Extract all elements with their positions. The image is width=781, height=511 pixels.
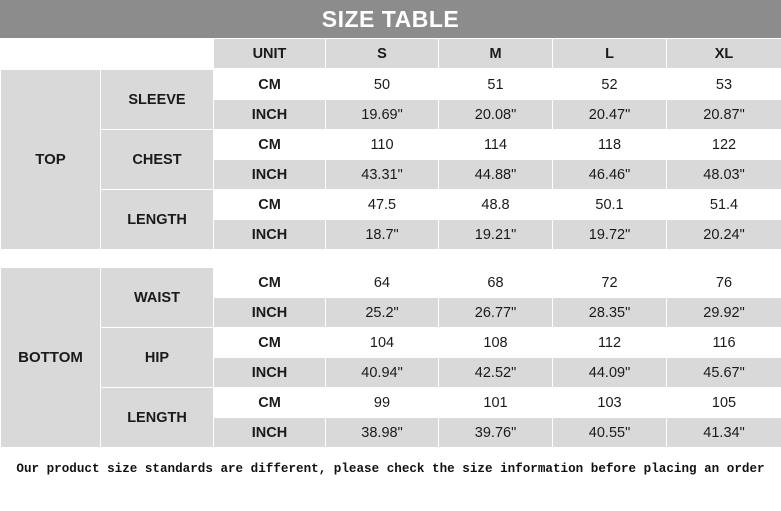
value-cell: 99 xyxy=(326,388,439,418)
value-cell: 20.47" xyxy=(553,100,667,130)
part-label-length: LENGTH xyxy=(101,388,214,448)
size-table-header xyxy=(0,38,781,69)
part-label-length: LENGTH xyxy=(101,190,214,250)
value-cell: 29.92" xyxy=(667,298,781,328)
header-corner-a xyxy=(1,39,101,69)
value-cell: 45.67" xyxy=(667,358,781,388)
header-size-s: S xyxy=(326,39,439,69)
unit-cell: INCH xyxy=(214,100,326,130)
footer-spacer xyxy=(0,489,781,511)
unit-cell: INCH xyxy=(214,418,326,448)
value-cell: 43.31" xyxy=(326,160,439,190)
header-size-l: L xyxy=(553,39,667,69)
part-label-hip: HIP xyxy=(101,328,214,388)
unit-cell: INCH xyxy=(214,220,326,250)
value-cell: 40.55" xyxy=(553,418,667,448)
value-cell: 118 xyxy=(553,130,667,160)
value-cell: 19.21" xyxy=(439,220,553,250)
value-cell: 48.03" xyxy=(667,160,781,190)
value-cell: 122 xyxy=(667,130,781,160)
value-cell: 41.34" xyxy=(667,418,781,448)
unit-cell: INCH xyxy=(214,160,326,190)
table-row xyxy=(1,268,781,298)
value-cell: 108 xyxy=(439,328,553,358)
part-label-sleeve: SLEEVE xyxy=(101,70,214,130)
value-cell: 104 xyxy=(326,328,439,358)
size-note: Our product size standards are different, please check the size information before placing an order xyxy=(0,448,781,489)
value-cell: 44.88" xyxy=(439,160,553,190)
value-cell: 110 xyxy=(326,130,439,160)
value-cell: 25.2" xyxy=(326,298,439,328)
value-cell: 39.76" xyxy=(439,418,553,448)
value-cell: 26.77" xyxy=(439,298,553,328)
value-cell: 18.7" xyxy=(326,220,439,250)
unit-cell: CM xyxy=(214,130,326,160)
value-cell: 47.5 xyxy=(326,190,439,220)
value-cell: 103 xyxy=(553,388,667,418)
value-cell: 114 xyxy=(439,130,553,160)
unit-cell: CM xyxy=(214,70,326,100)
table-row xyxy=(1,388,781,418)
value-cell: 19.69" xyxy=(326,100,439,130)
unit-cell: CM xyxy=(214,328,326,358)
header-corner-b xyxy=(101,39,214,69)
table-row xyxy=(1,130,781,160)
header-size-xl: XL xyxy=(667,39,781,69)
value-cell: 20.24" xyxy=(667,220,781,250)
value-cell: 51 xyxy=(439,70,553,100)
value-cell: 38.98" xyxy=(326,418,439,448)
unit-cell: INCH xyxy=(214,358,326,388)
value-cell: 64 xyxy=(326,268,439,298)
value-cell: 76 xyxy=(667,268,781,298)
value-cell: 53 xyxy=(667,70,781,100)
value-cell: 50 xyxy=(326,70,439,100)
value-cell: 101 xyxy=(439,388,553,418)
value-cell: 40.94" xyxy=(326,358,439,388)
table-header-row xyxy=(1,39,781,69)
value-cell: 42.52" xyxy=(439,358,553,388)
group-label-top: TOP xyxy=(1,70,101,250)
value-cell: 44.09" xyxy=(553,358,667,388)
value-cell: 20.87" xyxy=(667,100,781,130)
unit-cell: INCH xyxy=(214,298,326,328)
table-row xyxy=(1,70,781,100)
value-cell: 19.72" xyxy=(553,220,667,250)
part-label-waist: WAIST xyxy=(101,268,214,328)
unit-cell: CM xyxy=(214,388,326,418)
value-cell: 51.4 xyxy=(667,190,781,220)
value-cell: 52 xyxy=(553,70,667,100)
section-divider xyxy=(0,250,781,267)
size-table-bottom xyxy=(0,267,781,448)
unit-cell: CM xyxy=(214,268,326,298)
value-cell: 20.08" xyxy=(439,100,553,130)
value-cell: 28.35" xyxy=(553,298,667,328)
value-cell: 48.8 xyxy=(439,190,553,220)
header-size-m: M xyxy=(439,39,553,69)
value-cell: 50.1 xyxy=(553,190,667,220)
value-cell: 105 xyxy=(667,388,781,418)
value-cell: 68 xyxy=(439,268,553,298)
table-row xyxy=(1,190,781,220)
value-cell: 112 xyxy=(553,328,667,358)
table-row xyxy=(1,328,781,358)
header-unit: UNIT xyxy=(214,39,326,69)
size-table-top xyxy=(0,69,781,250)
page-title: SIZE TABLE xyxy=(0,0,781,38)
value-cell: 72 xyxy=(553,268,667,298)
value-cell: 116 xyxy=(667,328,781,358)
group-label-bottom: BOTTOM xyxy=(1,268,101,448)
value-cell: 46.46" xyxy=(553,160,667,190)
unit-cell: CM xyxy=(214,190,326,220)
part-label-chest: CHEST xyxy=(101,130,214,190)
